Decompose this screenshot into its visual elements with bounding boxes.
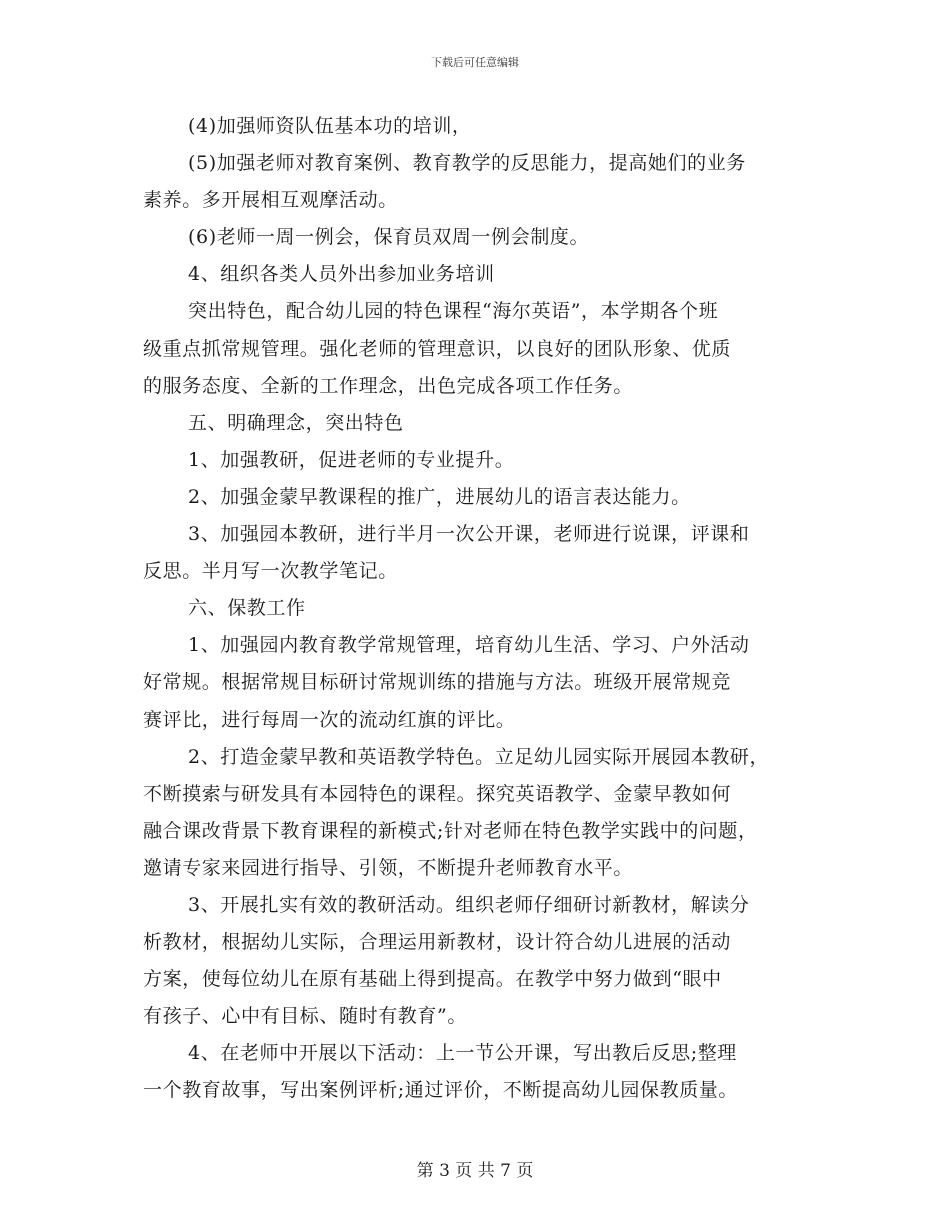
text-line: 1、加强园内教育教学常规管理，培育幼儿生活、学习、户外活动 (188, 634, 750, 657)
text-line: 六、保教工作 (188, 597, 306, 620)
text-line: 邀请专家来园进行指导、引领，不断提升老师教育水平。 (143, 856, 634, 879)
text-line: 不断摸索与研发具有本园特色的课程。探究英语教学、金蒙早教如何 (143, 782, 732, 805)
text-line: 析教材，根据幼儿实际，合理运用新教材，设计符合幼儿进展的活动 (143, 931, 732, 954)
page-footer: 第 3 页 共 7 页 (416, 1161, 534, 1181)
text-line: 的服务态度、全新的工作理念，出色完成各项工作任务。 (143, 374, 634, 397)
text-line: 级重点抓常规管理。强化老师的管理意识，以良好的团队形象、优质 (143, 337, 732, 360)
text-line: 有孩子、心中有目标、随时有教育”。 (143, 1005, 467, 1028)
text-line: 赛评比，进行每周一次的流动红旗的评比。 (143, 708, 516, 731)
text-line: 方案，使每位幼儿在原有基础上得到提高。在教学中努力做到“眼中 (143, 968, 722, 991)
text-line: (4)加强师资队伍基本功的培训， (188, 115, 472, 137)
document-body (143, 108, 833, 1110)
text-line: 4、在老师中开展以下活动：上一节公开课，写出教后反思;整理 (188, 1042, 737, 1065)
text-line: 3、开展扎实有效的教研活动。组织老师仔细研讨新教材，解读分 (188, 893, 750, 916)
text-line: 3、加强园本教研，进行半月一次公开课，老师进行说课，评课和 (188, 523, 750, 546)
text-line: 素养。多开展相互观摩活动。 (143, 189, 398, 212)
text-line: 五、明确理念，突出特色 (188, 411, 404, 434)
text-line: 反思。半月写一次教学笔记。 (143, 560, 398, 583)
text-line: (5)加强老师对教育案例、教育教学的反思能力，提高她们的业务 (188, 152, 746, 175)
text-line: 好常规。根据常规目标研讨常规训练的措施与方法。班级开展常规竞 (143, 671, 732, 694)
text-line: 4、组织各类人员外出参加业务培训 (188, 263, 495, 286)
text-line: 一个教育故事，写出案例评析;通过评价，不断提高幼儿园保教质量。 (143, 1079, 739, 1102)
text-line: 融合课改背景下教育课程的新模式;针对老师在特色教学实践中的问题， (143, 819, 758, 842)
text-line: 1、加强教研，促进老师的专业提升。 (188, 448, 515, 471)
page-header: 下载后可任意编辑 (431, 56, 519, 69)
text-line: (6)老师一周一例会，保育员双周一例会制度。 (188, 226, 590, 249)
text-line: 突出特色，配合幼儿园的特色课程“海尔英语”，本学期各个班 (188, 300, 719, 323)
text-line: 2、打造金蒙早教和英语教学特色。立足幼儿园实际开展园本教研， (188, 745, 770, 768)
text-line: 2、加强金蒙早教课程的推广，进展幼儿的语言表达能力。 (188, 485, 691, 508)
